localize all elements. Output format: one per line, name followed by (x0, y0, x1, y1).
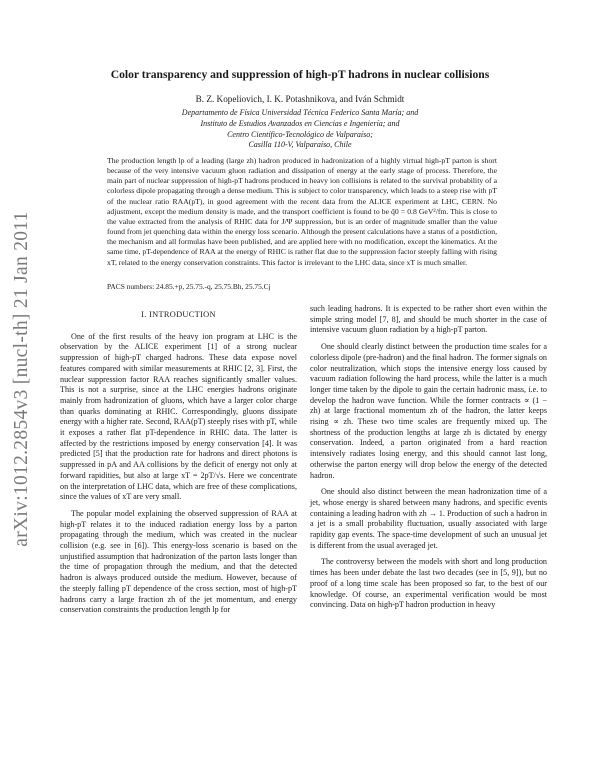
affiliation-line: Casilla 110-V, Valparaíso, Chile (248, 140, 352, 150)
affiliation-line: Departamento de Física Universidad Técnica Federico Santa María; and (181, 108, 419, 117)
arxiv-identifier-text: arXiv:1012.2854v3 [nucl-th] 21 Jan 2011 (11, 211, 32, 547)
arxiv-identifier-stamp (10, 172, 34, 586)
paragraph: One should also distinct between the mean hadronization time of a jet, whose energy is shared between many hadrons, and specific events containing a leading hadron with zh → 1. Production of such a hadron in a jet is a small probability fluctuation, usually associated with large rapidity gap events. The space-time development of such an unusual jet is different from the usual averaged jet. (310, 487, 547, 550)
paper-title: Color transparency and suppression of high-pT hadrons in nuclear collisions (110, 68, 490, 81)
author-list: B. Z. Kopeliovich, I. K. Potashnikova, and Iván Schmidt (195, 94, 405, 104)
paragraph: The controversy between the models with short and long production times has been under debate the last two decades (see in [5, 9]), but no proof of a long time scale has been proposed so far, to the best of our knowledge. Of course, an experimental verification would be most convincing. Data on high-pT hadron production in heavy (310, 557, 547, 610)
abstract: The production length lp of a leading (large zh) hadron produced in hadronization of a highly virtual high-pT parton is short because of the very intensive vacuum gluon radiation and dissipation of energy at the early stage of process. Therefore, the main part of nuclear suppression of high-pT hadrons produced in heavy ion collisions is related to the survival probability of a colorless dipole propagating through a dense medium. This is subject to color transparency, which leads to a steep rise with pT of the nuclear ratio RAA(pT), in good agreement with the recent data from the ALICE experiment at LHC, CERN. No adjustment, except the medium density is made, and the transport coefficient is found to be q̂0 = 0.8 GeV²/fm. This is close to the value extracted from the analysis of RHIC data for J/Ψ suppression, but is an order of magnitude smaller than the value found from jet quenching data within the energy loss scenario. Although the present calculations have a status of a postdiction, the mechanism and all formulas have been published, and are applied here with no modification, except the kinematics. At the same time, pT-dependence of RAA at the energy of RHIC is rather flat due to the suppression factor steeply falling with rising xT, related to the energy conservation constraints. This factor is irrelevant to the LHC data, since xT is much smaller. (107, 156, 497, 267)
paragraph: One should clearly distinct between the production time scales for a colorless dipole (pre-hadron) and the final hadron. The former signals on color neutralization, which stops the intensive energy loss caused by vacuum radiation following the hard process, while the latter is a much longer time taken by the dipole to gain the certain hadronic mass, i.e. to develop the hadron wave function. While the former contracts ∝ (1 − zh) at large fractional momentum zh of the hadron, the latter keeps rising ∝ zh. These two time scales are frequently mixed up. The shortness of the production lengths at large zh is dictated by energy conservation. Indeed, a parton originated from a hard reaction intensively radiates losing energy, and this should cannot last long, otherwise the parton energy will drop below the energy of the detected hadron. (310, 342, 547, 480)
affiliation-line: Centro Científico-Tecnológico de Valparaíso; (227, 129, 373, 139)
affiliation-block (60, 108, 540, 151)
paragraph: such leading hadrons. It is expected to be rather short even within the simple string model [7, 8], and should be much shorter in the case of intensive vacuum gluon radiation by a high-pT parton. (310, 304, 547, 335)
right-column (310, 304, 547, 611)
paragraph: The popular model explaining the observed suppression of RAA at high-pT relates it to the induced radiation energy loss by a parton propagating through the medium, which was created in the nuclear collision (e.g. see in [6]). This energy-loss scenario is based on the unjustified assumption that hadronization of the parton lasts longer than the time of propagation through the medium, and that the detected hadron is always produced outside the medium. However, because of the steeply falling pT dependence of the cross section, most of high-pT hadrons carry a large fraction zh of the jet momentum, and energy conservation constraints the production length lp for (60, 508, 297, 615)
affiliation-line: Instituto de Estudios Avanzados en Ciencias e Ingeniería; and (200, 118, 400, 128)
pacs-numbers: PACS numbers: 24.85.+p, 25.75.-q, 25.75.Bh, 25.75.Cj (107, 282, 271, 291)
section-heading: I. INTRODUCTION (141, 310, 216, 319)
paragraph: One of the first results of the heavy ion program at LHC is the observation by the ALICE experiment [1] of a strong nuclear suppression of high-pT charged hadrons. These data expose novel features compared with similar measurements at RHIC [2, 3]. First, the nuclear suppression factor RAA reaches significantly smaller values. This is not a surprise, since at the LHC energies hadrons originate mainly from hadronization of gluons, which have a larger color charge than quarks dominating at RHIC. Correspondingly, gluons dissipate energy with a higher rate. Second, RAA(pT) steeply rises with pT, while it exposes a rather flat pT-dependence in RHIC data. The latter is affected by the restrictions imposed by energy conservation [4]. It was predicted [5] that the production rate for hadrons and direct photons is suppressed in pA and AA collisions by the deficit of energy not only at forward rapidities, but also at large xT = 2pT/√s. Here we concentrate on the interpretation of LHC data, which are free of these complications, since the values of xT are very small. (60, 331, 297, 502)
left-column (60, 310, 297, 616)
